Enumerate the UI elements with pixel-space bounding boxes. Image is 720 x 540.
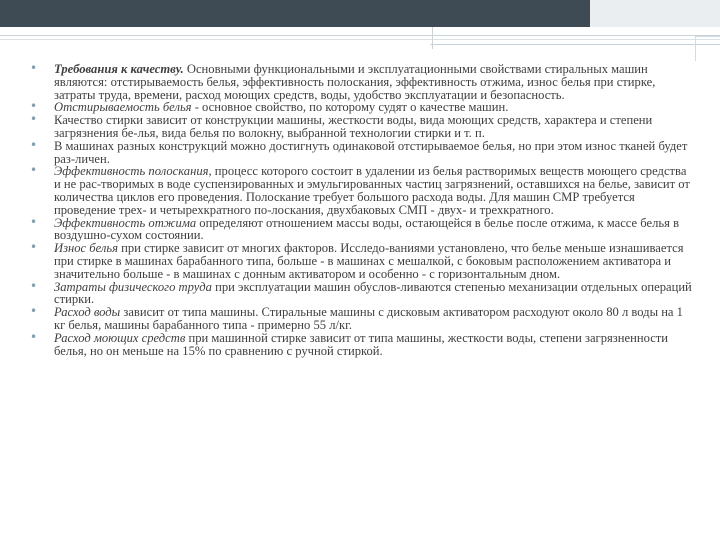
decorative-rule-2 xyxy=(0,39,720,40)
item-term: Эффективность отжима xyxy=(54,215,197,230)
decorative-vertical-line xyxy=(432,27,433,49)
item-term: Расход воды xyxy=(54,305,121,320)
bullet-icon: • xyxy=(30,137,38,152)
item-term: Отстирываемость белья xyxy=(54,100,192,115)
slide-content xyxy=(30,63,696,357)
bullet-icon: • xyxy=(30,304,38,319)
bullet-item-detergent-consumption xyxy=(30,329,696,358)
item-term: Расход моющих средств xyxy=(54,330,186,345)
bullet-list xyxy=(30,63,696,357)
bullet-item-machine-designs xyxy=(30,137,696,166)
item-text: - основное свойство, по которому судят о качестве машин. xyxy=(191,100,509,115)
item-term: Требования к качеству. xyxy=(54,62,184,76)
bullet-item-labor-costs xyxy=(30,278,696,307)
bullet-icon: • xyxy=(30,61,38,75)
item-term: Затраты физического труда xyxy=(54,279,212,294)
header-accent-block xyxy=(590,0,720,27)
bullet-icon: • xyxy=(30,278,38,293)
bullet-icon: • xyxy=(30,240,38,255)
bullet-item-wash-quality xyxy=(30,114,696,140)
bullet-icon: • xyxy=(30,214,38,229)
bullet-item-water-consumption xyxy=(30,306,696,332)
item-text: зависит от типа машины. Стиральные машины с дисковым активатором расходуют около 80 л воды на 1 кг белья, машины барабанного типа - примерно 55 л/кг. xyxy=(54,305,683,332)
item-text: при стирке зависит от многих факторов. Исследо-ваниями установлено, что белье меньше изнашивается при стирке в машинах барабанного типа, больше - в машинах с мешалкой, с боковым расположением активатора и значительно больше - в машинах с донным активатором и особенно - с горизонтальным дном. xyxy=(54,241,684,281)
bullet-item-linen-wear xyxy=(30,242,696,280)
bullet-item-spin-efficiency xyxy=(30,214,696,243)
item-term: Износ белья xyxy=(54,241,118,256)
item-text: Основными функциональными и эксплуатационными свойствами стиральных машин являются: отстирываемость белья, эффективность полоскания, эффективность отжима, износ белья при стирке, затраты труда, времени, расход моющих средств, воды, удобство эксплуатации и безопасность. xyxy=(54,62,656,102)
bullet-item-rinse-efficiency xyxy=(30,165,696,216)
bullet-item-quality-requirements xyxy=(30,63,696,101)
bullet-icon: • xyxy=(30,329,38,344)
item-text: при эксплуатации машин обуслов-ливаются степенью механизации отдельных операций стирки. xyxy=(54,279,692,307)
item-text: определяют отношением массы воды, остающейся в белье после отжима, к массе белья в воздушно-сухом состоянии. xyxy=(54,215,680,243)
item-term: Эффективность полоскания xyxy=(54,164,209,179)
decorative-rule-1 xyxy=(0,35,720,36)
item-text: , процесс которого состоит в удалении из белья растворимых веществ моющего средства и не рас-творимых в воде суспензированных и эмульгированных частиц загрязнений, оставшихся на белье, зависит от количества циклов его проведения. Полоскание требует большого расхода воды. Для машин СМР требуется проведение трех- и четырехкратного по-лоскания, двухбаковых СМП - двух- и трехкратного. xyxy=(54,164,690,217)
decorative-corner xyxy=(695,36,720,61)
decorative-rule-3 xyxy=(430,44,720,45)
bullet-icon: • xyxy=(30,163,38,178)
item-text: В машинах разных конструкций можно достигнуть одинаковой отстирываемое белья, но при этом износ тканей будет раз-личен. xyxy=(54,138,688,166)
item-text: при машинной стирке зависит от типа машины, жесткости воды, степени загрязненности белья, но он меньше на 15% по сравнению с ручной стиркой. xyxy=(54,330,669,358)
bullet-icon: • xyxy=(30,112,38,127)
item-text: Качество стирки зависит от конструкции машины, жесткости воды, вида моющих средств, характера и степени загрязнения бе-лья, вида белья по волокну, выбранной технологии стирки и т. п. xyxy=(54,113,653,140)
bullet-icon: • xyxy=(30,99,38,114)
